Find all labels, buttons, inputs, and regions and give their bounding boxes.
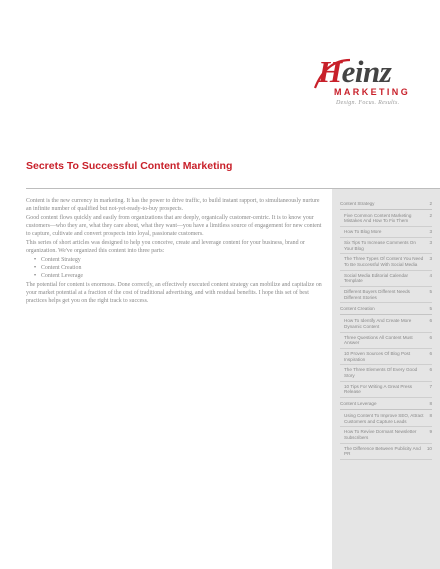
toc-item[interactable] bbox=[340, 256, 432, 270]
toc-item-title: The Difference Between Publicity And PR bbox=[344, 445, 421, 457]
toc-page-number: 4 bbox=[429, 272, 432, 278]
list-item: • Content Creation bbox=[34, 265, 322, 273]
toc-page-number: 5 bbox=[429, 306, 432, 312]
toc-page-number: 10 bbox=[426, 445, 432, 451]
toc-item-title: How To Blog More bbox=[344, 229, 382, 235]
toc-item-title: Different Buyers Different Needs Different Stories bbox=[344, 289, 410, 300]
toc-item[interactable] bbox=[340, 367, 432, 381]
logo-subtitle: MARKETING bbox=[334, 87, 411, 97]
table-of-contents-sidebar bbox=[332, 188, 440, 569]
toc-page-number: 3 bbox=[429, 239, 432, 245]
page-title: Secrets To Successful Content Marketing bbox=[26, 160, 233, 172]
toc-page-number: 8 bbox=[429, 401, 432, 407]
toc-section-content-creation[interactable] bbox=[340, 306, 432, 315]
toc-page-number: 6 bbox=[429, 334, 432, 340]
toc-page-number: 8 bbox=[429, 412, 432, 418]
toc-item-title: 10 Tips For Writing A Great Press Release bbox=[344, 383, 413, 395]
toc-item[interactable] bbox=[340, 273, 432, 287]
body-paragraph: Good content flows quickly and easily from organizations that are deeply, organically customer-centric. It is to know your customers—who they are, what they care about, what they want—you have a limitless source of engagement for new content to capture, cultivate and convert prospects into loyal, passionate customers. bbox=[26, 215, 322, 237]
body-paragraph: This series of short articles was designed to help you conceive, create and leverage content for your business, brand or organization. We've organized this content into three parts: bbox=[26, 239, 305, 254]
toc-page-number: 9 bbox=[429, 429, 432, 435]
toc-item-title: How To Revive Dormant Newsletter Subscribers bbox=[344, 429, 417, 440]
body-paragraph: Content is the new currency in marketing. It has the power to drive traffic, to build instant rapport, to simultaneously nurture an infinite number of qualified but not-yet-ready-to-buy prospects. bbox=[26, 198, 320, 212]
article-body bbox=[26, 198, 322, 307]
toc-page-number: 5 bbox=[429, 289, 432, 295]
body-closing-paragraph: The potential for content is enormous. Done correctly, an effectively executed content strategy can mobilize and capitalize on your market potential at a fraction of the cost of traditional advertising, and with residual benefits. I hope this set of best practices helps get you on the right track to success. bbox=[26, 282, 322, 305]
logo-tagline: Design. Focus. Results. bbox=[336, 100, 400, 106]
toc-item[interactable] bbox=[340, 384, 432, 398]
toc-item[interactable] bbox=[340, 229, 432, 238]
toc-section-content-strategy[interactable] bbox=[340, 201, 432, 210]
toc-item-title: The Three Types Of Content You Need To Be Successful With Social Media bbox=[344, 256, 424, 267]
toc-item[interactable] bbox=[340, 289, 432, 303]
parts-list bbox=[34, 257, 322, 280]
logo-wordmark-rest: einz bbox=[341, 54, 392, 89]
toc-item[interactable] bbox=[340, 240, 432, 254]
toc-item[interactable] bbox=[340, 446, 432, 460]
toc-item[interactable] bbox=[340, 213, 432, 227]
toc-item-title: Three Questions All Content Must Answer bbox=[344, 334, 413, 346]
logo-wordmark bbox=[318, 56, 391, 87]
toc-page-number: 6 bbox=[429, 318, 432, 324]
toc-item-title: Six Tips To Increase Comments On Your Blog bbox=[344, 239, 416, 251]
sidebar-divider bbox=[332, 188, 440, 189]
toc-item-title: Social Media Editorial Calendar Template bbox=[344, 272, 409, 284]
toc-page-number: 7 bbox=[429, 383, 432, 389]
toc-item-title: Using Content To Improve SEO, Attract Customers and Capture Leads bbox=[344, 412, 424, 424]
toc-page-number: 3 bbox=[429, 256, 432, 262]
toc-page-number: 6 bbox=[429, 367, 432, 373]
toc-item[interactable] bbox=[340, 335, 432, 349]
toc-item[interactable] bbox=[340, 429, 432, 443]
company-logo bbox=[318, 56, 422, 112]
toc-item-title: The Three Elements Of Every Good Story bbox=[344, 367, 418, 379]
logo-wordmark-initial: H bbox=[318, 54, 342, 89]
toc-section-title: Content Creation bbox=[340, 306, 375, 312]
toc-page-number: 2 bbox=[429, 201, 432, 206]
toc-item[interactable] bbox=[340, 318, 432, 332]
toc-item-title: How To Identify And Create More Dynamic Content bbox=[344, 318, 412, 329]
toc-page-number: 6 bbox=[429, 350, 432, 356]
toc-section-content-leverage[interactable] bbox=[340, 401, 432, 410]
toc-page-number: 3 bbox=[429, 229, 432, 235]
toc-item[interactable] bbox=[340, 413, 432, 427]
list-item: • Content Leverage bbox=[34, 273, 322, 281]
toc-section-title: Content Leverage bbox=[340, 401, 377, 407]
toc-item-title: 10 Proven Sources Of Blog Post Inspiration bbox=[344, 350, 411, 362]
toc-item[interactable] bbox=[340, 351, 432, 365]
divider bbox=[26, 188, 332, 189]
table-of-contents bbox=[340, 201, 432, 462]
toc-item-title: Five Common Content Marketing Mistakes And How To Fix Them bbox=[344, 212, 412, 224]
list-item: • Content Strategy bbox=[34, 257, 322, 265]
toc-page-number: 2 bbox=[429, 212, 432, 218]
toc-section-title: Content Strategy bbox=[340, 201, 375, 206]
